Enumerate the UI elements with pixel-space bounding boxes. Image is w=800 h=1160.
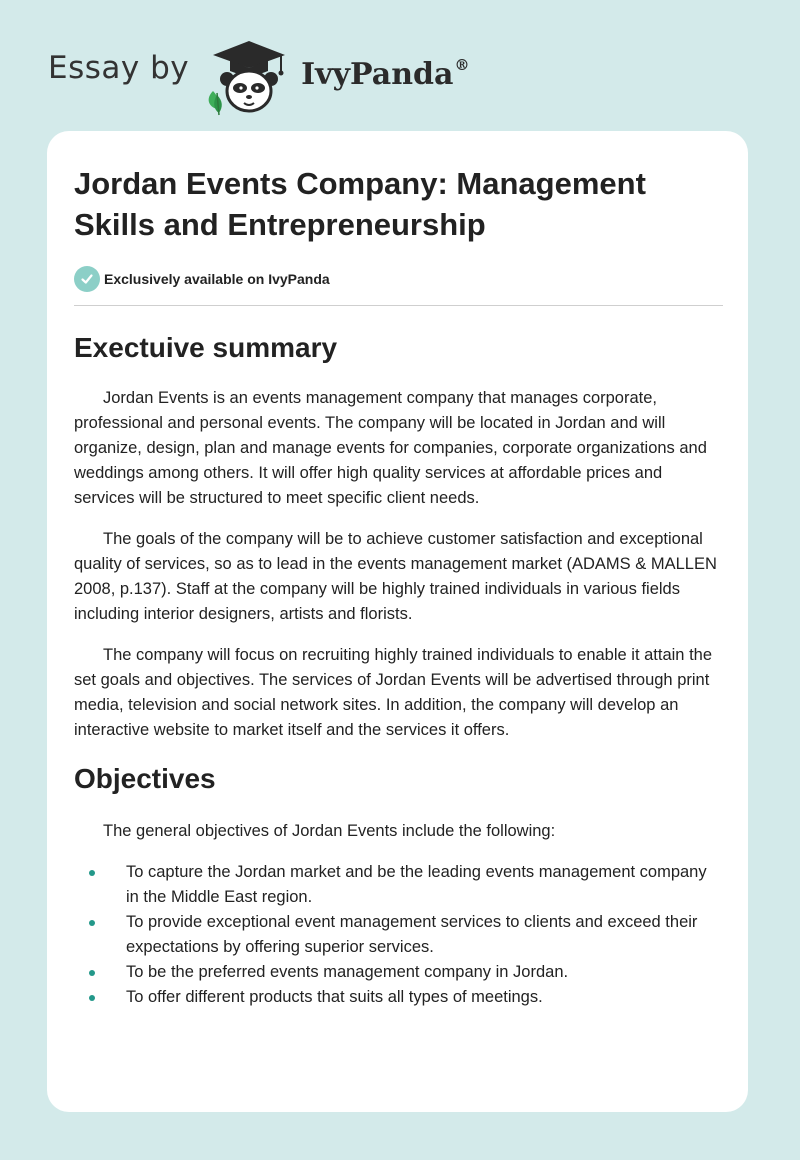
badge-text: Exclusively available on IvyPanda xyxy=(104,271,330,287)
divider xyxy=(74,305,723,306)
brand-name[interactable]: IvyPanda® xyxy=(301,56,470,92)
section-heading: Objectives xyxy=(74,763,216,794)
essay-card xyxy=(47,131,748,1112)
essay-by-label: Essay by xyxy=(48,50,190,86)
panda-graduate-logo-icon[interactable] xyxy=(203,33,295,117)
registered-mark: ® xyxy=(454,56,470,74)
bullet-icon xyxy=(89,970,95,976)
bullet-icon xyxy=(89,995,95,1001)
paragraph: The goals of the company will be to achieve customer satisfaction and exceptional quality of services, so as to lead in the events management market (ADAMS & MALLEN 2008, p.137). Staff at the company will be highly trained individuals in various fields including interior designers, artists and florists. xyxy=(74,530,717,623)
page-title: Jordan Events Company: Management Skills and Entrepreneurship xyxy=(74,166,646,242)
paragraph: The general objectives of Jordan Events include the following: xyxy=(103,822,556,840)
section-heading: Exectuive summary xyxy=(74,332,338,363)
exclusive-badge xyxy=(74,265,723,293)
site-header xyxy=(48,30,469,120)
paragraph: Jordan Events is an events management company that manages corporate, professional and personal events. The company will be located in Jordan and will organize, design, plan and manage events for companies, corporate organizations and weddings among others. It will offer high quality services at affordable prices and services will be structured to meet specific client needs. xyxy=(74,389,707,507)
bullet-icon xyxy=(89,870,95,876)
check-icon xyxy=(74,266,100,292)
list-item: To provide exceptional event management services to clients and exceed their expectations by offering superior services. xyxy=(74,910,723,960)
objectives-list xyxy=(74,860,723,1010)
bullet-icon xyxy=(89,920,95,926)
list-item: To capture the Jordan market and be the leading events management company in the Middle East region. xyxy=(74,860,723,910)
list-item: To be the preferred events management company in Jordan. xyxy=(74,960,723,985)
paragraph: The company will focus on recruiting highly trained individuals to enable it attain the set goals and objectives. The services of Jordan Events will be advertised through print media, television and social network sites. In addition, the company will develop an interactive website to market itself and the services it offers. xyxy=(74,646,713,739)
list-item: To offer different products that suits all types of meetings. xyxy=(74,985,723,1010)
